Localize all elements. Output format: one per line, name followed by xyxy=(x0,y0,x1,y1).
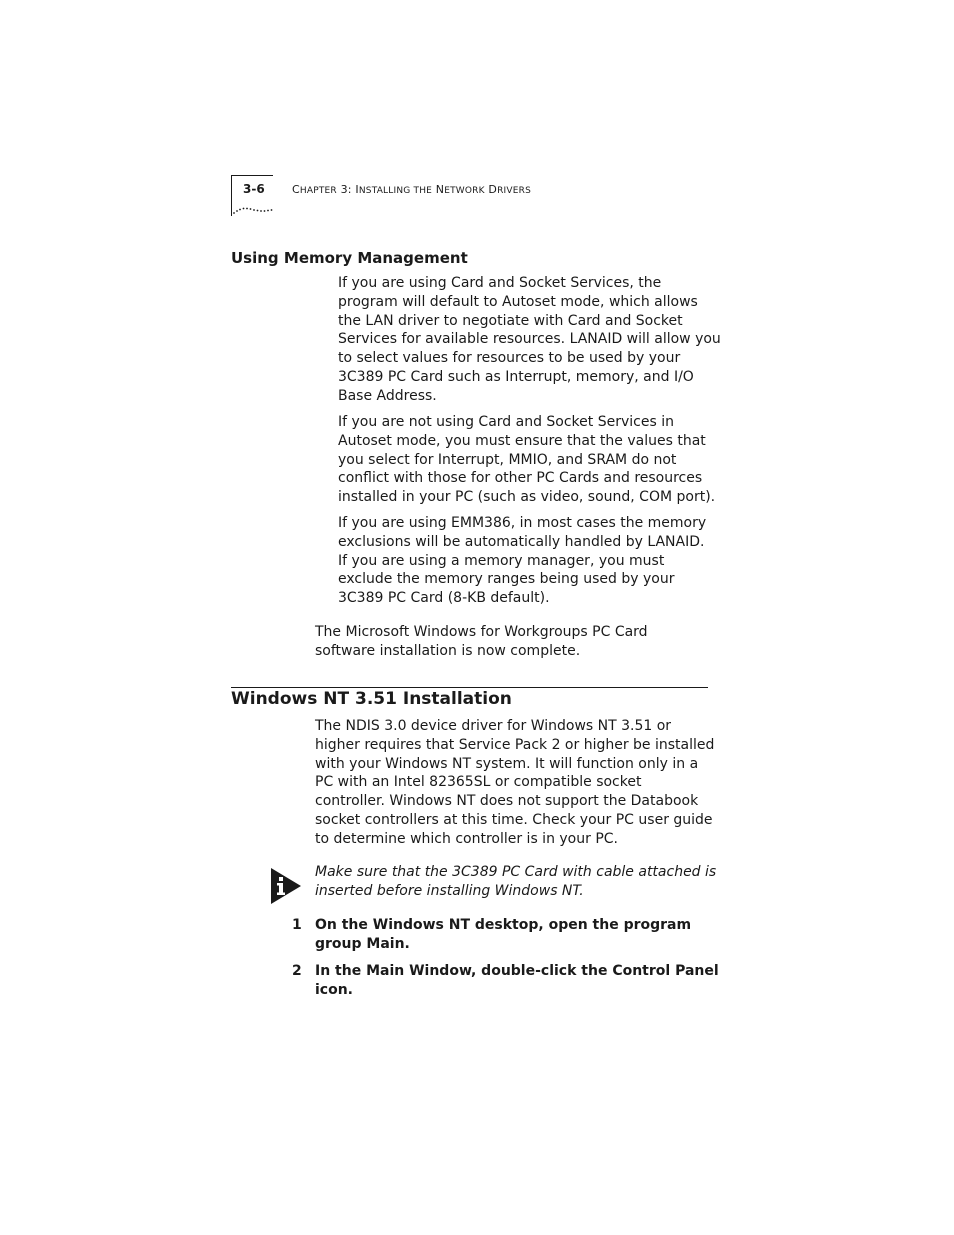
text-line: inserted before installing Windows NT. xyxy=(315,882,584,899)
text-line: Services for available resources. LANAID will allow you xyxy=(338,331,721,348)
section-divider xyxy=(231,687,708,688)
text-line: Autoset mode, you must ensure that the values that xyxy=(338,432,706,449)
memory-paragraph-3 xyxy=(338,514,706,608)
text-line: group Main. xyxy=(315,935,410,952)
chapter-title: CHAPTER 3: INSTALLING THE NETWORK DRIVERS xyxy=(292,183,532,196)
text-line: program will default to Autoset mode, which allows xyxy=(338,293,698,310)
text-line: socket controllers at this time. Check your PC user guide xyxy=(315,811,713,828)
header-dotted-curve xyxy=(233,205,275,215)
text-line: 3C389 PC Card (8-KB default). xyxy=(338,590,550,607)
header-horizontal-rule xyxy=(231,175,273,176)
text-line: to determine which controller is in your PC. xyxy=(315,830,618,847)
text-line: The Microsoft Windows for Workgroups PC Card xyxy=(315,624,648,640)
text-line: Make sure that the 3C389 PC Card with cable attached is xyxy=(315,864,717,880)
memory-paragraph-2 xyxy=(338,413,715,507)
text-line: If you are not using Card and Socket Services in xyxy=(338,414,674,430)
page-number: 3-6 xyxy=(243,182,265,196)
memory-paragraph-1 xyxy=(338,274,721,406)
completion-paragraph xyxy=(315,623,648,661)
step-text xyxy=(315,962,719,1000)
text-line: software installation is now complete. xyxy=(315,642,581,659)
text-line: exclude the memory ranges being used by your xyxy=(338,571,675,588)
text-line: In the Main Window, double-click the Control Panel xyxy=(315,963,719,979)
text-line: the LAN driver to negotiate with Card and Socket xyxy=(338,312,683,329)
text-line: installed in your PC (such as video, sound, COM port). xyxy=(338,489,716,506)
text-line: On the Windows NT desktop, open the program xyxy=(315,917,692,933)
step-text xyxy=(315,916,691,954)
text-line: The NDIS 3.0 device driver for Windows NT 3.51 or xyxy=(315,718,672,734)
text-line: If you are using Card and Socket Services, the xyxy=(338,275,662,291)
text-line: Base Address. xyxy=(338,387,437,404)
step-number: 2 xyxy=(292,963,302,979)
text-line: If you are using EMM386, in most cases the memory xyxy=(338,515,707,531)
text-line: exclusions will be automatically handled by LANAID. xyxy=(338,533,705,550)
text-line: icon. xyxy=(315,981,354,998)
header-vertical-rule xyxy=(231,175,232,216)
section-heading-memory: Using Memory Management xyxy=(231,249,468,267)
step-number: 1 xyxy=(292,917,302,933)
text-line: to select values for resources to be used by your xyxy=(338,350,681,367)
text-line: conflict with those for other PC Cards and resources xyxy=(338,470,703,487)
note-text xyxy=(315,863,716,901)
text-line: you select for Interrupt, MMIO, and SRAM do not xyxy=(338,451,677,468)
nt-intro-paragraph xyxy=(315,717,714,849)
text-line: PC with an Intel 82365SL or compatible socket xyxy=(315,774,642,791)
text-line: controller. Windows NT does not support the Databook xyxy=(315,793,699,810)
text-line: 3C389 PC Card such as Interrupt, memory, and I/O xyxy=(338,368,694,385)
info-icon xyxy=(270,867,302,905)
section-heading-nt: Windows NT 3.51 Installation xyxy=(231,689,512,709)
text-line: higher requires that Service Pack 2 or higher be installed xyxy=(315,736,715,753)
text-line: with your Windows NT system. It will function only in a xyxy=(315,755,699,772)
text-line: If you are using a memory manager, you must xyxy=(338,552,665,569)
